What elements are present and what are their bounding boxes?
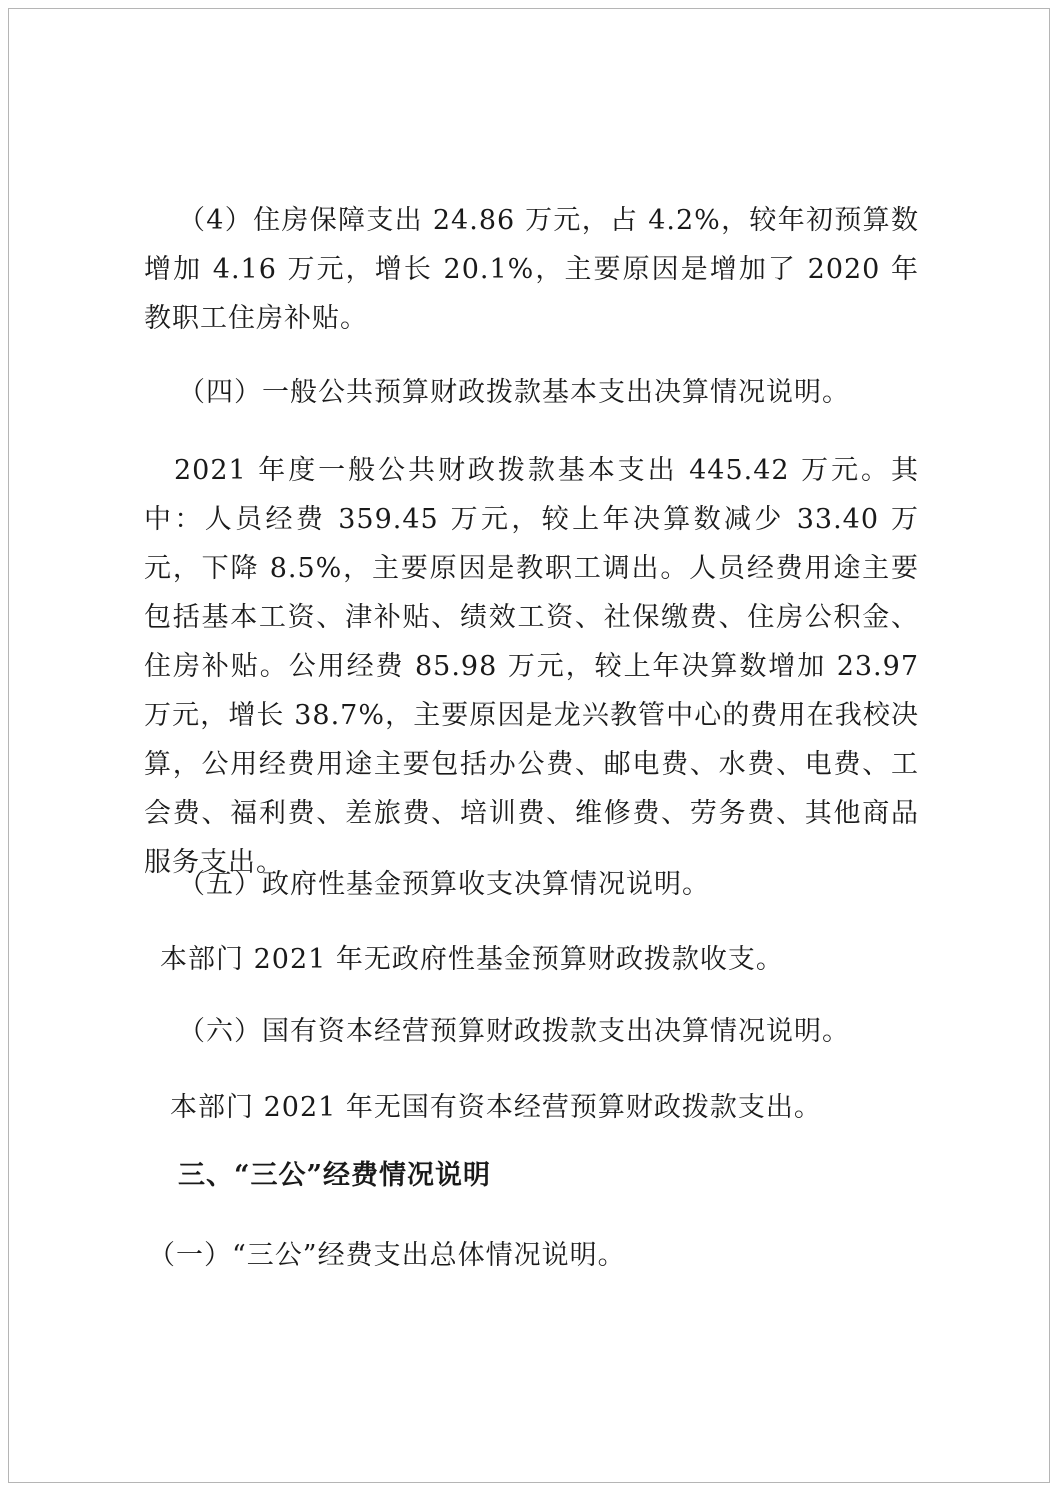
- heading-state-capital: （六）国有资本经营预算财政拨款支出决算情况说明。: [178, 1016, 850, 1047]
- section-heading-three-public-expenses: 三、“三公”经费情况说明: [178, 1160, 492, 1191]
- paragraph-housing-expense: （4）住房保障支出 24.86 万元，占 4.2%，较年初预算数增加 4.16 万元，增长 20.1%，主要原因是增加了 2020 年教职工住房补贴。: [144, 205, 919, 334]
- subheading-three-public-overall: （一）“三公”经费支出总体情况说明。: [148, 1240, 626, 1271]
- heading-basic-expense: （四）一般公共预算财政拨款基本支出决算情况说明。: [178, 377, 850, 408]
- paragraph-government-fund: 本部门 2021 年无政府性基金预算财政拨款收支。: [160, 944, 784, 975]
- heading-government-fund: （五）政府性基金预算收支决算情况说明。: [178, 869, 710, 900]
- paragraph-basic-expense: 2021 年度一般公共财政拨款基本支出 445.42 万元。其中：人员经费 359.45 万元，较上年决算数减少 33.40 万元，下降 8.5%，主要原因是教职工调出。人员经费用途主要包括基本工资、津补贴、绩效工资、社保缴费、住房公积金、住房补贴。公用经费 85.98 万元，较上年决算数增加 23.97 万元，增长 38.7%，主要原因是龙兴教管中心的费用在我校决算，公用经费用途主要包括办公费、邮电费、水费、电费、工会费、福利费、差旅费、培训费、维修费、劳务费、其他商品服务支出。: [144, 455, 919, 878]
- paragraph-state-capital: 本部门 2021 年无国有资本经营预算财政拨款支出。: [170, 1092, 822, 1123]
